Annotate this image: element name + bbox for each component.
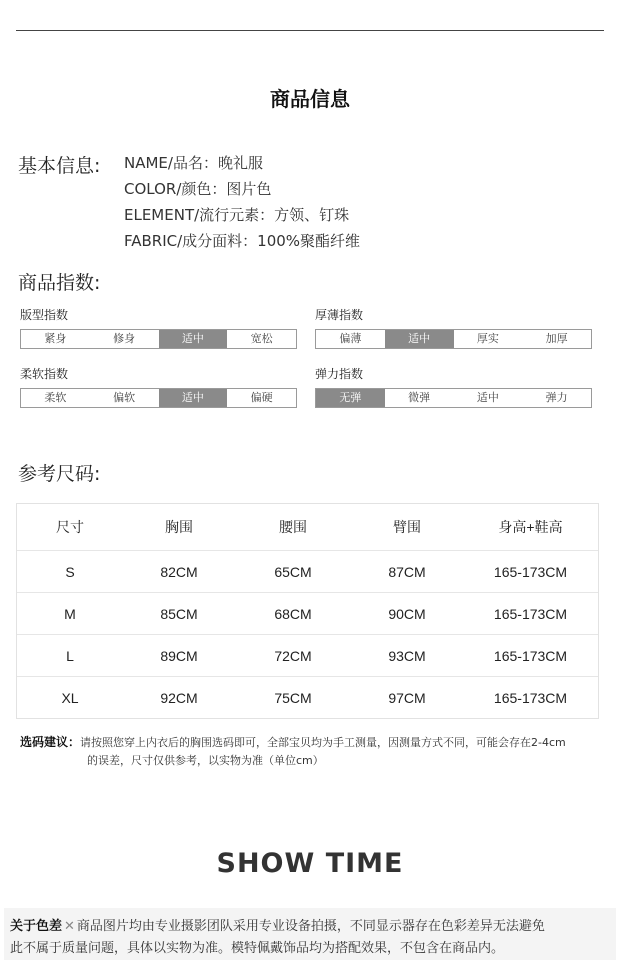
elasticity-index-title: 弹力指数 bbox=[315, 367, 364, 381]
size-header-cell: 身高+鞋高 bbox=[498, 519, 563, 535]
size-cell: L bbox=[66, 647, 74, 664]
softness-option: 偏硬 bbox=[250, 391, 273, 404]
fit-option: 紧身 bbox=[44, 332, 67, 345]
softness-index bbox=[20, 365, 297, 408]
basic-info-color: COLOR/颜色：图片色 bbox=[124, 180, 272, 198]
size-table bbox=[16, 503, 599, 719]
fit-index-bar bbox=[20, 329, 297, 349]
thickness-index bbox=[315, 306, 592, 349]
basic-info-label: 基本信息: bbox=[18, 155, 101, 177]
thickness-option: 加厚 bbox=[545, 332, 568, 345]
indices-label: 商品指数: bbox=[18, 272, 101, 294]
size-advice-line1: 请按照您穿上内衣后的胸围选码即可，全部宝贝均为手工测量，因测量方式不同，可能会存在2-4cm bbox=[80, 736, 566, 749]
size-table-header bbox=[17, 504, 598, 551]
fit-option: 宽松 bbox=[250, 332, 273, 345]
size-cell: XL bbox=[61, 689, 79, 706]
size-cell: 165-173CM bbox=[493, 563, 568, 580]
size-header-cell: 腰围 bbox=[279, 519, 307, 535]
size-cell: 97CM bbox=[388, 689, 426, 706]
size-advice bbox=[20, 733, 605, 770]
elasticity-option: 弹力 bbox=[545, 391, 568, 404]
table-row bbox=[17, 635, 598, 677]
size-cell: 65CM bbox=[274, 563, 312, 580]
showtime-heading: SHOW TIME bbox=[216, 848, 404, 879]
basic-info-fabric: FABRIC/成分面料：100%聚酯纤维 bbox=[124, 232, 361, 250]
fit-index-title: 版型指数 bbox=[20, 308, 69, 322]
softness-index-title: 柔软指数 bbox=[20, 367, 69, 381]
color-note-label: 关于色差 bbox=[10, 919, 63, 934]
size-header-cell: 胸围 bbox=[165, 519, 193, 535]
softness-option: 适中 bbox=[159, 389, 228, 407]
elasticity-index bbox=[315, 365, 592, 408]
elasticity-option: 微弹 bbox=[408, 391, 431, 404]
thickness-index-bar bbox=[315, 329, 592, 349]
size-cell: 93CM bbox=[388, 647, 426, 664]
size-cell: 165-173CM bbox=[493, 689, 568, 706]
size-advice-line2: 的误差，尺寸仅供参考，以实物为准（单位cm） bbox=[87, 754, 324, 767]
size-header-cell: 臂围 bbox=[393, 519, 421, 535]
thickness-option: 适中 bbox=[385, 330, 454, 348]
size-cell: 85CM bbox=[160, 605, 198, 622]
color-difference-note bbox=[4, 908, 616, 960]
size-cell: 165-173CM bbox=[493, 647, 568, 664]
elasticity-option: 无弹 bbox=[316, 389, 385, 407]
size-cell: 90CM bbox=[388, 605, 426, 622]
size-cell: 82CM bbox=[160, 563, 198, 580]
elasticity-index-bar bbox=[315, 388, 592, 408]
basic-info-element: ELEMENT/流行元素：方领、钉珠 bbox=[124, 206, 350, 224]
table-row bbox=[17, 593, 598, 635]
elasticity-option: 适中 bbox=[476, 391, 499, 404]
size-cell: 68CM bbox=[274, 605, 312, 622]
basic-info-name: NAME/品名：晚礼服 bbox=[124, 154, 263, 172]
top-divider bbox=[16, 30, 604, 31]
size-cell: 92CM bbox=[160, 689, 198, 706]
page-title: 商品信息 bbox=[270, 87, 350, 111]
fit-option: 修身 bbox=[113, 332, 136, 345]
softness-index-bar bbox=[20, 388, 297, 408]
size-cell: 89CM bbox=[160, 647, 198, 664]
fit-index bbox=[20, 306, 297, 349]
size-cell: 165-173CM bbox=[493, 605, 568, 622]
table-row bbox=[17, 677, 598, 718]
close-x-icon: ✕ bbox=[64, 919, 75, 934]
thickness-index-title: 厚薄指数 bbox=[315, 308, 364, 322]
size-cell: M bbox=[64, 605, 76, 622]
table-row bbox=[17, 551, 598, 593]
size-cell: S bbox=[65, 563, 75, 580]
size-chart-label: 参考尺码: bbox=[18, 463, 101, 485]
softness-option: 柔软 bbox=[44, 391, 67, 404]
softness-option: 偏软 bbox=[113, 391, 136, 404]
thickness-option: 厚实 bbox=[476, 332, 499, 345]
size-cell: 87CM bbox=[388, 563, 426, 580]
size-advice-label: 选码建议： bbox=[20, 735, 81, 749]
size-header-cell: 尺寸 bbox=[56, 519, 84, 535]
color-note-line2: 此不属于质量问题，具体以实物为准。模特佩戴饰品均为搭配效果，不包含在商品内。 bbox=[10, 941, 505, 956]
thickness-option: 偏薄 bbox=[339, 332, 362, 345]
fit-option: 适中 bbox=[159, 330, 228, 348]
size-cell: 72CM bbox=[274, 647, 312, 664]
size-cell: 75CM bbox=[274, 689, 312, 706]
color-note-line1: 商品图片均由专业摄影团队采用专业设备拍摄，不同显示器存在色彩差异无法避免 bbox=[76, 919, 545, 934]
basic-info-list bbox=[124, 150, 360, 254]
